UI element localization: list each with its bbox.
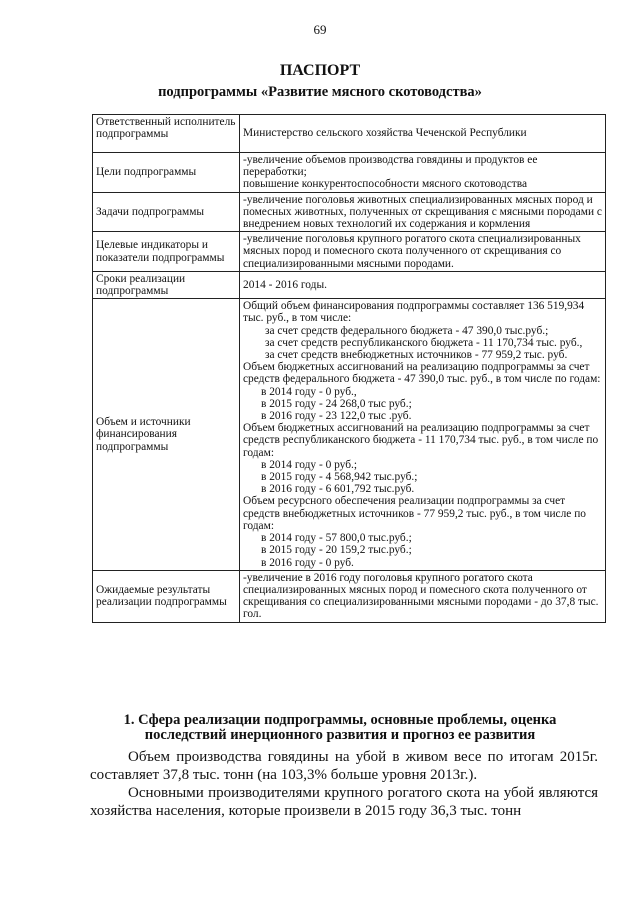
table-row xyxy=(93,570,606,622)
table-row xyxy=(93,232,606,272)
paragraph: Основными производителями крупного рогатого скота на убой являются хозяйства населения, которые произвели в 2015 году 36,3 тыс. тонн xyxy=(90,785,598,819)
table-row xyxy=(93,115,606,153)
paragraph: Объем производства говядины на убой в живом весе по итогам 2015г. составляет 37,8 тыс. тонн (на 103,3% больше уровня 2013г.). xyxy=(90,749,598,783)
row-label: Целевые индикаторы и показатели подпрограммы xyxy=(93,232,240,272)
row-value: -увеличение поголовья животных специализированных мясных пород и помесных животных, полученных от скрещивания с мясными породами с внедрением новых технологий их содержания и кормления xyxy=(240,192,606,232)
row-value xyxy=(240,153,606,193)
table-row xyxy=(93,299,606,570)
row-value: -увеличение в 2016 году поголовья крупного рогатого скота специализированных мясных пород и помесного скота полученного от скрещивания со специализированными мясными породами - до 37,8 тыс. гол. xyxy=(240,570,606,622)
row-value: 2014 - 2016 годы. xyxy=(240,271,606,298)
financing-extrabudget-intro: Объем ресурсного обеспечения реализации подпрограммы за счет средств внебюджетных источников - 77 959,2 тыс. руб., в том числе по годам: xyxy=(243,495,586,532)
financing-year: в 2014 году - 57 800,0 тыс.руб.; xyxy=(261,532,412,545)
goal-line: -увеличение объемов производства говядины и продуктов ее переработки; xyxy=(243,154,538,179)
document-title: ПАСПОРТ xyxy=(279,62,361,79)
row-value: -увеличение поголовья крупного рогатого скота специализированных мясных пород и помесного скота полученного от скрещивания со специализированными мясными породами. xyxy=(240,232,606,272)
row-label: Задачи подпрограммы xyxy=(93,192,240,232)
financing-source: за счет средств федерального бюджета - 47 390,0 тыс.руб.; xyxy=(265,324,549,337)
row-label: Ответственный исполнитель подпрограммы xyxy=(93,115,240,153)
table-row xyxy=(93,153,606,193)
section-heading: 1. Сфера реализации подпрограммы, основные проблемы, оценка последствий инерционного развития и прогноз ее развития xyxy=(123,712,557,743)
financing-federal-intro: Объем бюджетных ассигнований на реализацию подпрограммы за счет средств федерального бюджета - 47 390,0 тыс. руб., в том числе по годам: xyxy=(243,361,601,386)
row-label: Ожидаемые результаты реализации подпрограммы xyxy=(93,570,240,622)
document-subtitle: подпрограммы «Развитие мясного скотоводства» xyxy=(158,84,482,100)
financing-source: за счет средств республиканского бюджета - 11 170,734 тыс. руб., xyxy=(265,336,583,349)
financing-year: в 2016 году - 0 руб. xyxy=(261,556,354,569)
financing-year: в 2014 году - 0 руб.; xyxy=(261,458,358,471)
goal-line: повышение конкурентоспособности мясного скотоводства xyxy=(243,178,528,191)
financing-year: в 2015 году - 4 568,942 тыс.руб.; xyxy=(261,471,418,484)
row-label: Цели подпрограммы xyxy=(93,153,240,193)
row-label: Объем и источники финансирования подпрограммы xyxy=(93,299,240,570)
financing-year: в 2016 году - 23 122,0 тыс .руб. xyxy=(261,410,412,423)
financing-year: в 2015 году - 24 268,0 тыс руб.; xyxy=(261,397,412,410)
financing-republic-intro: Объем бюджетных ассигнований на реализацию подпрограммы за счет средств республиканского бюджета - 11 170,734 тыс. руб., в том числе по годам: xyxy=(243,422,599,459)
page-number: 69 xyxy=(313,22,327,37)
financing-year: в 2016 году - 6 601,792 тыс.руб. xyxy=(261,483,415,496)
financing-total: Общий объем финансирования подпрограммы составляет 136 519,934 тыс. руб., в том числе: xyxy=(243,300,585,325)
passport-table xyxy=(92,114,606,623)
financing-source: за счет средств внебюджетных источников - 77 959,2 тыс. руб. xyxy=(265,349,568,362)
body-text xyxy=(90,748,598,820)
table-row xyxy=(93,192,606,232)
financing-year: в 2015 году - 20 159,2 тыс.руб.; xyxy=(261,544,412,557)
row-value xyxy=(240,299,606,570)
table-row xyxy=(93,271,606,298)
financing-year: в 2014 году - 0 руб., xyxy=(261,385,357,398)
row-value: Министерство сельского хозяйства Чеченской Республики xyxy=(240,115,606,153)
row-label: Сроки реализации подпрограммы xyxy=(93,271,240,298)
